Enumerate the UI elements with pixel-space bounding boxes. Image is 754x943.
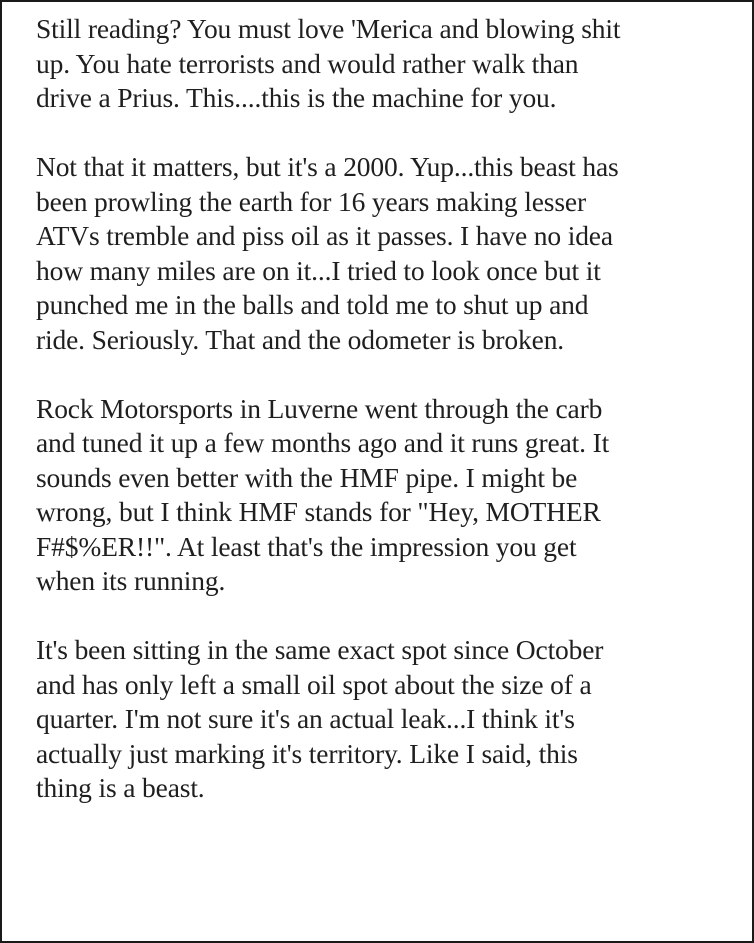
text-line: and tuned it up a few months ago and it runs great. It <box>36 427 610 458</box>
text-line: how many miles are on it...I tried to look once but it <box>36 254 601 286</box>
text-line: up. You hate terrorists and would rather walk than <box>36 47 579 79</box>
text-line: been prowling the earth for 16 years making lesser <box>36 185 586 217</box>
text-line: ATVs tremble and piss oil as it passes. I have no idea <box>36 220 613 251</box>
text-line: quarter. I'm not sure it's an actual leak...I think it's <box>36 703 575 734</box>
text-line: when its running. <box>36 565 226 596</box>
document-body <box>36 12 736 840</box>
paragraph-3 <box>36 392 736 599</box>
text-line: sounds even better with the HMF pipe. I might be <box>36 461 578 493</box>
text-line: It's been sitting in the same exact spot since October <box>36 634 604 665</box>
text-line: thing is a beast. <box>36 772 205 803</box>
text-line: drive a Prius. This....this is the machine for you. <box>36 82 557 113</box>
paragraph-4 <box>36 633 736 806</box>
text-line: ride. Seriously. That and the odometer is broken. <box>36 323 565 355</box>
text-line: and has only left a small oil spot about the size of a <box>36 668 592 700</box>
text-line: Not that it matters, but it's a 2000. Yup...this beast has <box>36 151 619 182</box>
text-line: F#$%ER!!". At least that's the impression you get <box>36 530 577 562</box>
paragraph-2 <box>36 150 736 357</box>
text-line: actually just marking it's territory. Like I said, this <box>36 737 578 769</box>
text-line: Rock Motorsports in Luverne went through the carb <box>36 392 603 424</box>
text-line: wrong, but I think HMF stands for "Hey, MOTHER <box>36 496 601 527</box>
paragraph-1 <box>36 12 736 116</box>
text-line: punched me in the balls and told me to shut up and <box>36 289 589 320</box>
text-line: Still reading? You must love 'Merica and blowing shit <box>36 13 621 44</box>
